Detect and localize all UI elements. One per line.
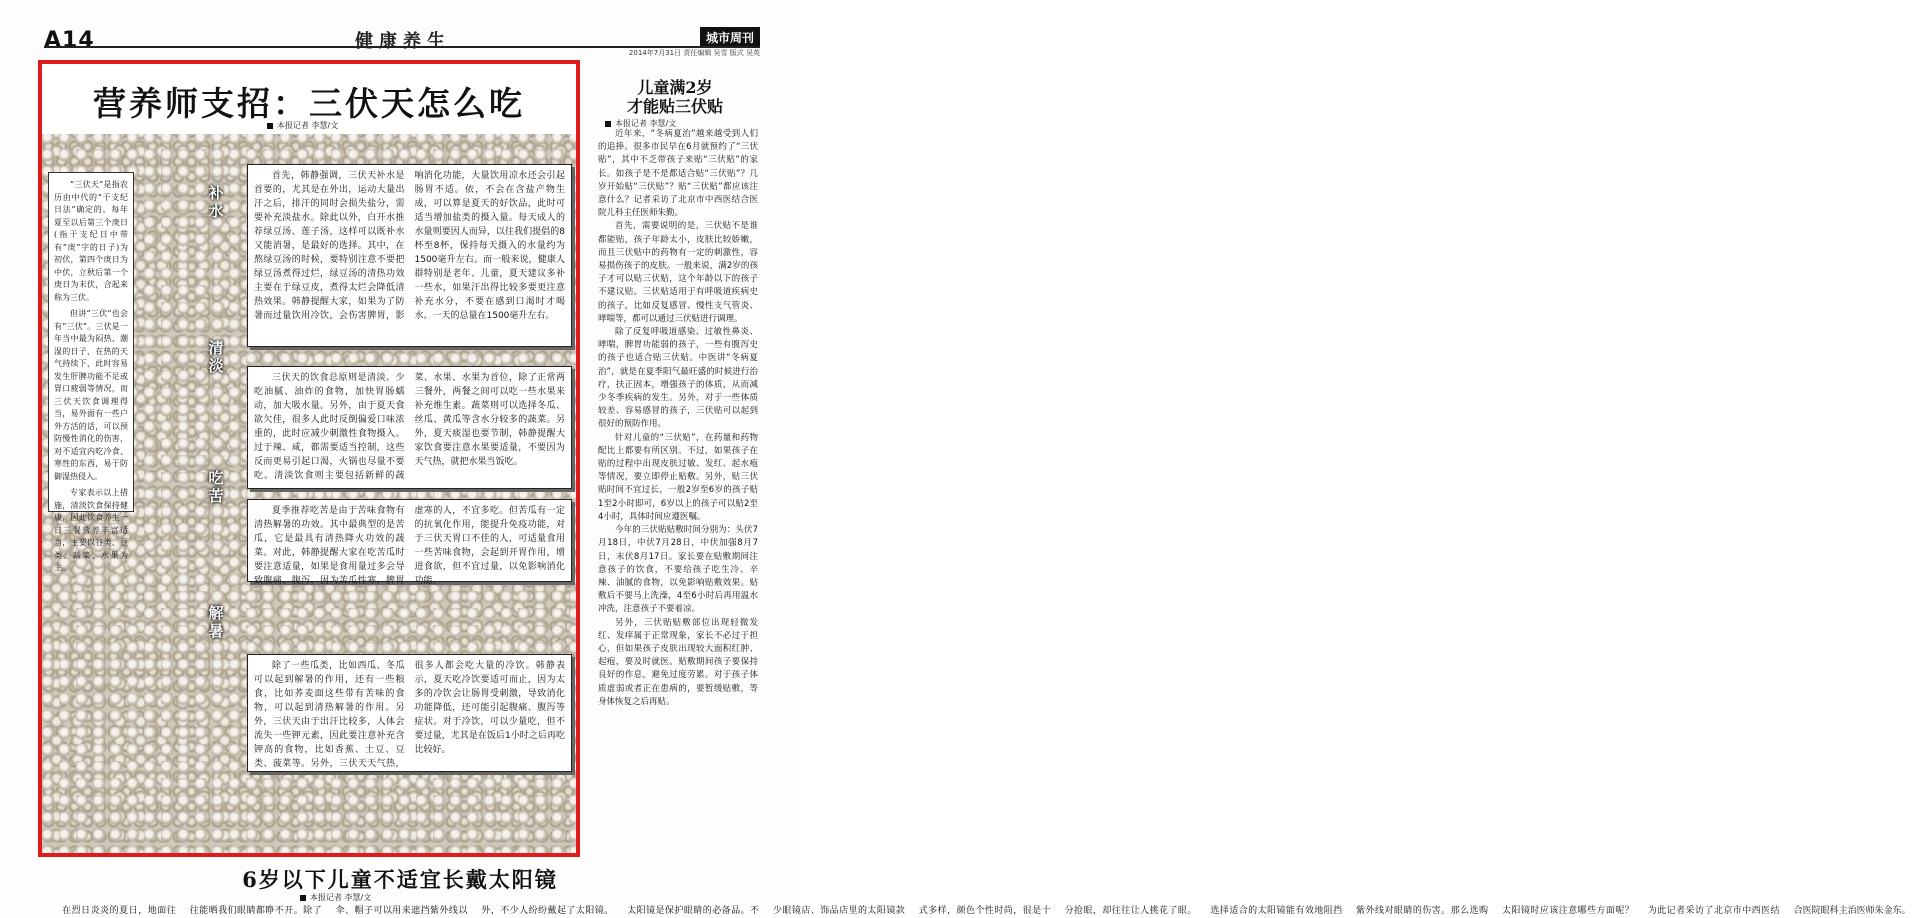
paragraph: 除了反复呼吸道感染、过敏性鼻炎、哮喘，脾胃功能弱的孩子，一些有腹泻史的孩子也适合贴三伏贴。中医讲“冬病夏治”，就是在夏季阳气最旺盛的时候进行治疗，扶正固本，增强孩子的体质，从而减少冬季疾病的发生。另外，对于一些体质较差、容易感冒的孩子，三伏贴可以起到很好的预防作用。	[598, 327, 758, 430]
section-tag-cooling: 解暑	[208, 604, 224, 640]
section-text: 除了一些瓜类，比如西瓜、冬瓜可以起到解暑的作用，还有一些粮食，比如荞麦面这些带有苦味的食物，可以起到清热解暑的作用。另外，三伏天由于出汗比较多，人体会流失一些钾元素，因此要注意补充含钾高的食物，比如香蕉、土豆、豆类、菠菜等。另外，三伏天天气热，很多人都会吃大量的冷饮。韩静表示，夏天吃冷饮要适可而止，因为太多的冷饮会让肠胃受刺激，导致消化功能降低，还可能引起腹痛、腹泻等症状。对于冷饮，可以少量吃，但不要过量，尤其是在饭后1小时之后再吃比较好。	[254, 661, 565, 769]
section-text: 三伏天的饮食总原则是清淡。少吃油腻、油炸的食物，加快胃肠蠕动，加大吸水量。另外，由于夏天食欲欠佳，很多人此时反倒偏爱口味浓重的，此时应减少刺激性食物摄入。过于辣、咸，都需要适当控制，这些反而更易引起口渴，火锅也尽量不要吃。清淡饮食则主要包括新鲜的蔬菜、水果、水果为首位，除了正常两三餐外，两餐之间可以吃一些水果来补充维生素。蔬菜则可以选择冬瓜、丝瓜、黄瓜等含水分较多的蔬菜。另外，夏天痰湿也要节制，韩静提醒大家饮食要注意水果要适量，不要因为天气热，就把水果当饭吃。	[254, 373, 565, 481]
square-bullet-icon	[605, 121, 611, 127]
paragraph: 首先，需要说明的是，三伏贴不是谁都能贴，孩子年龄太小，皮肤比较娇嫩，而且三伏贴中的药物有一定的刺激性，容易损伤孩子的皮肤。一般来说，满2岁的孩子才可以贴三伏贴，这个年龄以下的孩子不建议贴。三伏贴适用于有呼吸道疾病史的孩子，比如反复感冒、慢性支气管炎、哮喘等，都可以通过三伏贴进行调理。	[598, 221, 758, 324]
sidenote-box	[48, 172, 134, 572]
section-text: 夏季推荐吃苦是由于苦味食物有清热解暑的功效。其中最典型的是苦瓜，它是最具有清热降火功效的蔬菜。对此，韩静提醒大家在吃苦瓜时要注意适量，如果是食用量过多会导致腹痛、腹泻，因为苦瓜性寒，脾胃虚寒的人，不宜多吃。但苦瓜有一定的抗氧化作用，能提升免疫功能，对于三伏天胃口不佳的人，可适量食用一些苦味食物，会起到开胃作用，增进食欲，但不宜过量，以免影响消化功能。	[254, 506, 565, 586]
paragraph: 在烈日炎炎的夏日，地面往往能晒我们眼睛都睁不开。除了伞、帽子可以用来遮挡紫外线以外，不少人纷纷戴起了太阳镜。太阳镜是保护眼睛的必备品。不少眼镜店、饰品店里的太阳镜款式多样，颜色个性时尚，很是十分抢眼，却往往让人挑花了眼。选择适合的太阳镜能有效地阻挡紫外线对眼睛的伤害。那么选购太阳镜时应该注意哪些方面呢？为此记者采访了北京市中西医结合医院眼科主治医师朱金东。	[62, 906, 1911, 916]
feature-title: 营养师支招：三伏天怎么吃	[93, 84, 525, 123]
section-tag-hydration: 补水	[208, 184, 224, 220]
section-card-hydration	[247, 164, 572, 347]
sidenote-paragraph: 专家表示以上措施，清淡饮食保持健康，因此饮食养生一日三餐营养丰富适当，主要以谷类、豆类、蔬菜、水果为主。	[54, 488, 128, 572]
bottom-article-body	[44, 905, 1911, 917]
section-tag-bitter-food: 吃苦	[208, 469, 224, 505]
paragraph: 另外，三伏贴贴敷部位出现轻微发红、发痒属于正常现象，家长不必过于担心，但如果孩子皮肤出现较大面积红肿、起疱，要及时就医。贴敷期间孩子要保持良好的作息，避免过度劳累。对于孩子体质虚弱或者正在患病的，要暂缓贴敷，等身体恢复之后再贴。	[598, 617, 758, 707]
paragraph: 近年来，“冬病夏治”越来越受到人们的追捧。很多市民早在6月就预约了“三伏贴”，其中不乏带孩子来贴“三伏贴”的家长。如孩子是不是都适合贴“三伏贴”？几岁开始贴“三伏贴”？贴“三伏贴”都应该注意什么？记者采访了北京市中西医结合医院儿科主任医师朱勤。	[598, 129, 758, 219]
sidenote-paragraph: “三伏天”是指农历由中代的“干支纪日法”确定的。每年夏至以后第三个庚日(指干支纪日中带有“庚”字的日子)为初伏，第四个庚日为中伏，立秋后第一个庚日为末伏，合起来称为三伏。	[54, 180, 128, 302]
feature-byline: 本报记者 李慧/文	[267, 120, 338, 131]
right-article-body	[598, 128, 758, 873]
section-card-cooling	[247, 654, 572, 772]
bottom-article-title: 6岁以下儿童不适宜长戴太阳镜	[242, 867, 558, 892]
issue-date: 2014年7月31日 责任编辑 吴雪 版式 吴英	[628, 49, 760, 57]
bottom-article-byline: 本报记者 李慧/文	[300, 892, 371, 903]
paragraph: 针对儿童的“三伏贴”，在药量和药物配比上都要有所区别。不过，如果孩子在贴的过程中出现皮肤过敏、发红、起水疱等情况，要立即停止贴敷。另外，贴三伏贴时间不宜过长，一般2岁至6岁的孩子贴1至2小时即可，6岁以上的孩子可以贴2至4小时，具体时间应遵医嘱。	[598, 432, 758, 522]
sidenote-paragraph: 但讲“三伏”也会有“三伏”。三伏是一年当中最为闷热、潮湿的日子，在热的天气持续下，此时容易发生肝脾功能不足或胃口疲弱等情况，而三伏天饮食调理得当，易外面有一些户外方活的话，可以预防慢性消化的伤害，对不适宜内吃冷食、寒性的东西，易于防御湿热侵入。	[54, 309, 128, 481]
right-article-byline: 本报记者 李慧/文	[605, 118, 676, 129]
page-number: A14	[44, 28, 95, 53]
square-bullet-icon	[300, 895, 306, 901]
section-title: 健康养生	[355, 31, 451, 52]
section-text: 首先，韩静强调，三伏天补水是首要的，尤其是在外出，运动大量出汗之后，排汗的同时会损失盐分，需要补充淡盐水。除此以外，白开水推荐绿豆汤、莲子汤，这样可以既补水又能消暑，是最好的选择。其中，在熬绿豆汤的时候，要特别注意不要把绿豆汤煮得过烂，绿豆汤的清热功效主要在于绿豆皮，煮得太烂会降低清热效果。韩静提醒大家，如果为了防暑而过量饮用冷饮，会伤害脾胃，影响消化功能，大量饮用凉水还会引起肠胃不适。依，不会在含盐产物生成，可以算是夏天的好饮品，此时可适当增加盐类的摄入量。每天成人的水量则要因人而异，以往我们提倡的8杯至8杯，保持每天摄入的水量约为1500毫升左右。而一般来说，健康人群特别是老年、儿童，夏天建议多补一些水，如果汗出得比较多要更注意补充水分，不要在感到口渴时才喝水。一天的总量在1500毫升左右。	[254, 171, 565, 321]
section-card-bitter-food	[247, 499, 572, 586]
square-bullet-icon	[267, 123, 273, 129]
right-article-title-line2: 才能贴三伏贴	[626, 97, 723, 116]
paragraph: 今年的三伏贴贴敷时间分别为：头伏7月18日，中伏7月28日，中伏加强8月7日，末伏8月17日。家长要在贴敷期间注意孩子的饮食，不要给孩子吃生冷、辛辣、油腻的食物，以免影响贴敷效果。贴敷后不要马上洗澡，4至6小时后再用温水冲洗，注意孩子不要着凉。	[598, 525, 758, 615]
brand-badge: 城市周刊	[700, 27, 760, 48]
section-card-light-diet	[247, 366, 572, 489]
section-tag-light-diet: 清淡	[208, 339, 224, 375]
right-article-title-line1: 儿童满2岁	[637, 78, 713, 97]
